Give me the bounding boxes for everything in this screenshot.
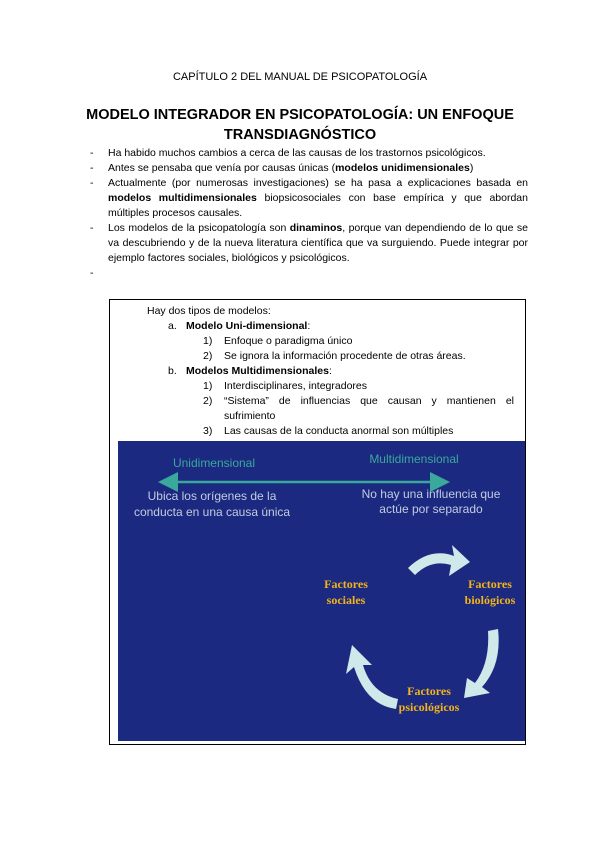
bullet-text: Antes se pensaba que venía por causas únicas ( bbox=[108, 162, 336, 174]
model-a-marker: a. bbox=[168, 320, 177, 332]
item-marker: 2) bbox=[203, 395, 213, 407]
chapter-heading: CAPÍTULO 2 DEL MANUAL DE PSICOPATOLOGÍA bbox=[172, 71, 428, 83]
model-b-label: Modelos Multidimensionales bbox=[186, 365, 329, 377]
bullet-text: , porque van dependiendo de lo que se va descubriendo y de la nueva literatura científica que va surguiendo. Puede integrar por ejemplo factores sociales, biológicos y psicológicos. bbox=[108, 222, 528, 264]
model-b-marker: b. bbox=[168, 365, 177, 377]
bullet-marker: - bbox=[90, 177, 94, 189]
multidimensional-desc-line-2: actúe por separado bbox=[379, 502, 483, 516]
bullet-bold-text: dinaminos bbox=[289, 222, 343, 234]
multidimensional-heading: Multidimensional bbox=[369, 452, 459, 466]
model-b-heading bbox=[168, 364, 525, 379]
item-marker: 1) bbox=[203, 335, 213, 347]
factor-psychological-line-2: psicológicos bbox=[398, 700, 460, 714]
factor-social-line-1: Factores bbox=[324, 577, 368, 591]
item-marker: 3) bbox=[203, 425, 213, 437]
list-item bbox=[92, 146, 528, 161]
bullet-marker: - bbox=[90, 162, 94, 174]
model-b-item bbox=[203, 379, 514, 394]
item-text: Las causas de la conducta anormal son múltiples bbox=[224, 425, 454, 437]
model-b-suffix: : bbox=[328, 365, 332, 377]
cycle-arrow-left-icon bbox=[346, 645, 398, 709]
bullet-bold-text: modelos unidimensionales bbox=[335, 162, 470, 174]
item-text: “Sistema” de influencias que causan y mantienen el sufrimiento bbox=[224, 395, 514, 422]
slide-graphic bbox=[118, 441, 525, 741]
model-a-item bbox=[203, 334, 514, 349]
multidimensional-desc-line-1: No hay una influencia que bbox=[361, 487, 501, 501]
factor-biological-line-2: biológicos bbox=[464, 593, 516, 607]
item-marker: 2) bbox=[203, 350, 213, 362]
list-item bbox=[92, 266, 528, 281]
bullet-text: ) bbox=[469, 162, 474, 174]
item-marker: 1) bbox=[203, 380, 213, 392]
bullet-marker: - bbox=[90, 147, 94, 159]
model-a-suffix: : bbox=[307, 320, 311, 332]
factor-psychological-line-1: Factores bbox=[407, 684, 451, 698]
models-text bbox=[110, 304, 525, 439]
factor-biological-line-1: Factores bbox=[468, 577, 512, 591]
list-item bbox=[92, 221, 528, 266]
unidimensional-desc-line-2: conducta en una causa única bbox=[133, 505, 291, 519]
cycle-arrow-right-icon bbox=[464, 629, 499, 698]
bullet-bold-text: modelos multidimensionales bbox=[108, 192, 257, 204]
list-item bbox=[92, 176, 528, 221]
unidimensional-heading: Unidimensional bbox=[172, 456, 256, 470]
title-line-2: TRANSDIAGNÓSTICO bbox=[223, 127, 377, 143]
model-b-item bbox=[203, 424, 514, 439]
model-a-label: Modelo Uni-dimensional bbox=[186, 320, 308, 332]
title-line-1: MODELO INTEGRADOR EN PSICOPATOLOGÍA: UN ENFOQUE bbox=[86, 107, 514, 123]
list-item bbox=[92, 161, 528, 176]
bullet-marker: - bbox=[90, 222, 94, 234]
item-text: Se ignora la información procedente de otras áreas. bbox=[224, 350, 466, 362]
item-text: Interdisciplinares, integradores bbox=[224, 380, 367, 392]
factor-social-line-2: sociales bbox=[326, 593, 366, 607]
model-a-heading bbox=[168, 319, 525, 334]
cycle-arrow-top-icon bbox=[408, 545, 470, 576]
models-box bbox=[109, 299, 526, 745]
models-intro: Hay dos tipos de modelos: bbox=[147, 305, 271, 317]
bullet-list bbox=[92, 146, 528, 281]
page-title bbox=[80, 105, 520, 145]
unidimensional-desc-line-1: Ubica los orígenes de la bbox=[147, 489, 277, 503]
model-a-item bbox=[203, 349, 514, 364]
bullet-text: biopsicosociales con base empírica y que abordan múltiples procesos causales. bbox=[108, 192, 528, 219]
models-slide bbox=[118, 441, 525, 741]
model-b-item bbox=[203, 394, 514, 424]
item-text: Enfoque o paradigma único bbox=[224, 335, 353, 347]
bullet-text: Actualmente (por numerosas investigaciones) se ha pasa a explicaciones basada en bbox=[108, 177, 528, 189]
bullet-text: Ha habido muchos cambios a cerca de las causas de los trastornos psicológicos. bbox=[108, 147, 486, 159]
bullet-marker: - bbox=[90, 267, 94, 279]
bullet-text: Los modelos de la psicopatología son bbox=[108, 222, 290, 234]
